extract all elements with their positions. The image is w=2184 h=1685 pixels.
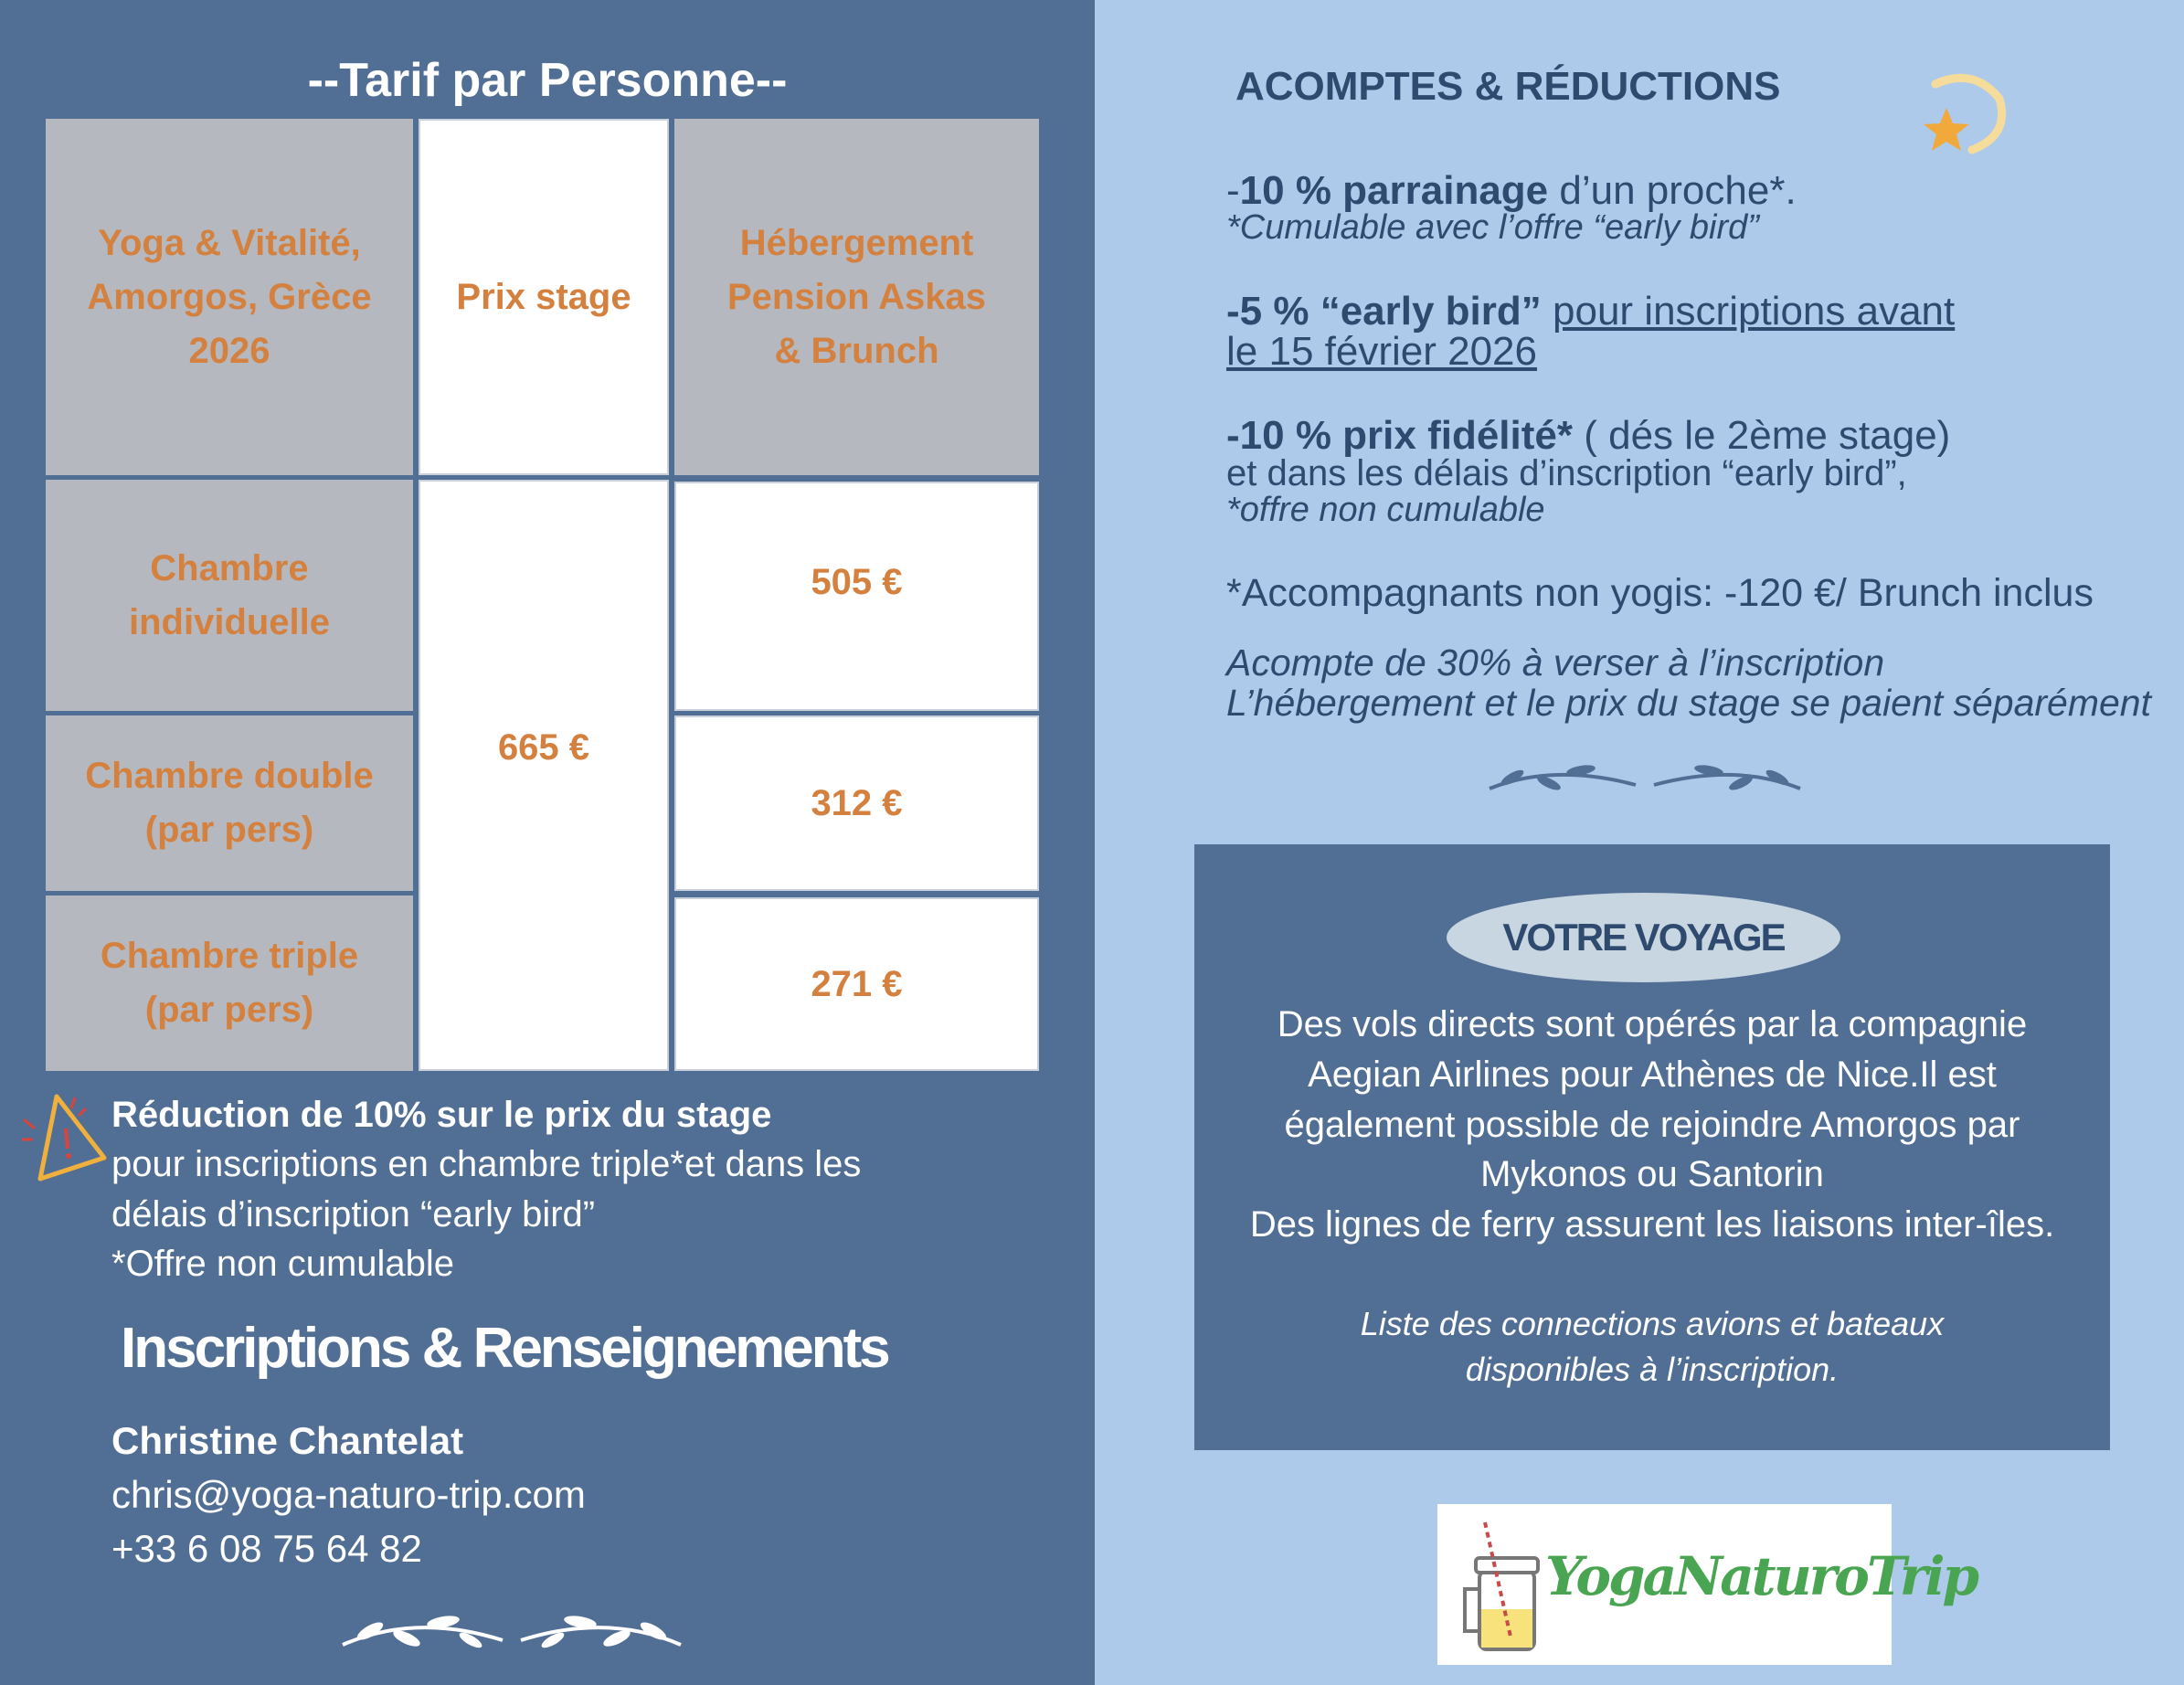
header-lodging: Hébergement Pension Askas & Brunch bbox=[674, 119, 1039, 475]
contact-heading: Inscriptions & Renseignements bbox=[121, 1317, 888, 1380]
room-double: Chambre double (par pers) bbox=[46, 715, 413, 891]
reduction-line: *Offre non cumulable bbox=[111, 1244, 455, 1284]
discount-early-bird: -5 % “early bird” pour inscriptions avant bbox=[1226, 289, 1956, 334]
contact-phone[interactable]: +33 6 08 75 64 82 bbox=[111, 1527, 422, 1570]
travel-note: Liste des connections avions et bateaux bbox=[1360, 1305, 1945, 1342]
discounts-heading: ACOMPTES & RÉDUCTIONS bbox=[1235, 64, 1781, 109]
reduction-line: pour inscriptions en chambre triple*et dans les bbox=[111, 1144, 862, 1184]
jar-icon bbox=[1454, 1518, 1554, 1655]
reduction-line: délais d’inscription “early bird” bbox=[111, 1194, 596, 1235]
discount-referral: -10 % parrainage d’un proche*. bbox=[1226, 168, 1797, 213]
room-triple: Chambre triple (par pers) bbox=[46, 895, 413, 1071]
travel-line: également possible de rejoindre Amorgos par bbox=[1284, 1105, 2020, 1145]
payment-note: L’hébergement et le prix du stage se paient séparément bbox=[1226, 682, 2151, 724]
travel-line: Aegian Airlines pour Athènes de Nice.Il est bbox=[1308, 1054, 1997, 1095]
header-stage-price: Prix stage bbox=[419, 119, 669, 475]
travel-line: Des vols directs sont opérés par la compagnie bbox=[1277, 1004, 2028, 1044]
companions-note: *Accompagnants non yogis: -120 €/ Brunch inclus bbox=[1226, 571, 2094, 615]
travel-line: Des lignes de ferry assurent les liaisons inter-îles. bbox=[1249, 1204, 2055, 1245]
lodging-single-price: 505 € bbox=[674, 482, 1039, 711]
header-stay-name: Yoga & Vitalité, Amorgos, Grèce 2026 bbox=[46, 119, 413, 475]
discount-loyalty: -10 % prix fidélité* ( dés le 2ème stage) bbox=[1226, 413, 1951, 458]
logo-text: YogaNaturoTrip bbox=[1545, 1545, 1977, 1607]
leaf-ornament-icon bbox=[1480, 754, 1809, 809]
logo bbox=[1437, 1504, 1977, 1665]
reduction-title: Réduction de 10% sur le prix du stage bbox=[111, 1095, 772, 1135]
pricing-title: --Tarif par Personne-- bbox=[307, 54, 788, 107]
deposit-note: Acompte de 30% à verser à l’inscription bbox=[1226, 641, 1885, 684]
leaf-ornament-icon bbox=[334, 1604, 690, 1668]
discount-loyalty-note: *offre non cumulable bbox=[1226, 491, 1545, 529]
travel-line: Mykonos ou Santorin bbox=[1480, 1154, 1824, 1194]
lodging-double-price: 312 € bbox=[674, 715, 1039, 891]
lodging-triple-price: 271 € bbox=[674, 897, 1039, 1071]
shooting-star-icon bbox=[1919, 71, 2010, 163]
stage-price: 665 € bbox=[419, 480, 669, 1071]
travel-note: disponibles à l’inscription. bbox=[1465, 1351, 1839, 1388]
travel-badge: VOTRE VOYAGE bbox=[1447, 893, 1840, 982]
room-single: Chambre individuelle bbox=[46, 480, 413, 711]
contact-email[interactable]: chris@yoga-naturo-trip.com bbox=[111, 1473, 586, 1516]
discount-loyalty-line: et dans les délais d’inscription “early bird”, bbox=[1226, 453, 1907, 493]
discount-referral-note: *Cumulable avec l’offre “early bird” bbox=[1226, 208, 1759, 247]
warning-icon bbox=[20, 1092, 111, 1183]
contact-name: Christine Chantelat bbox=[111, 1419, 464, 1462]
discount-early-bird-date: le 15 février 2026 bbox=[1226, 329, 1537, 374]
